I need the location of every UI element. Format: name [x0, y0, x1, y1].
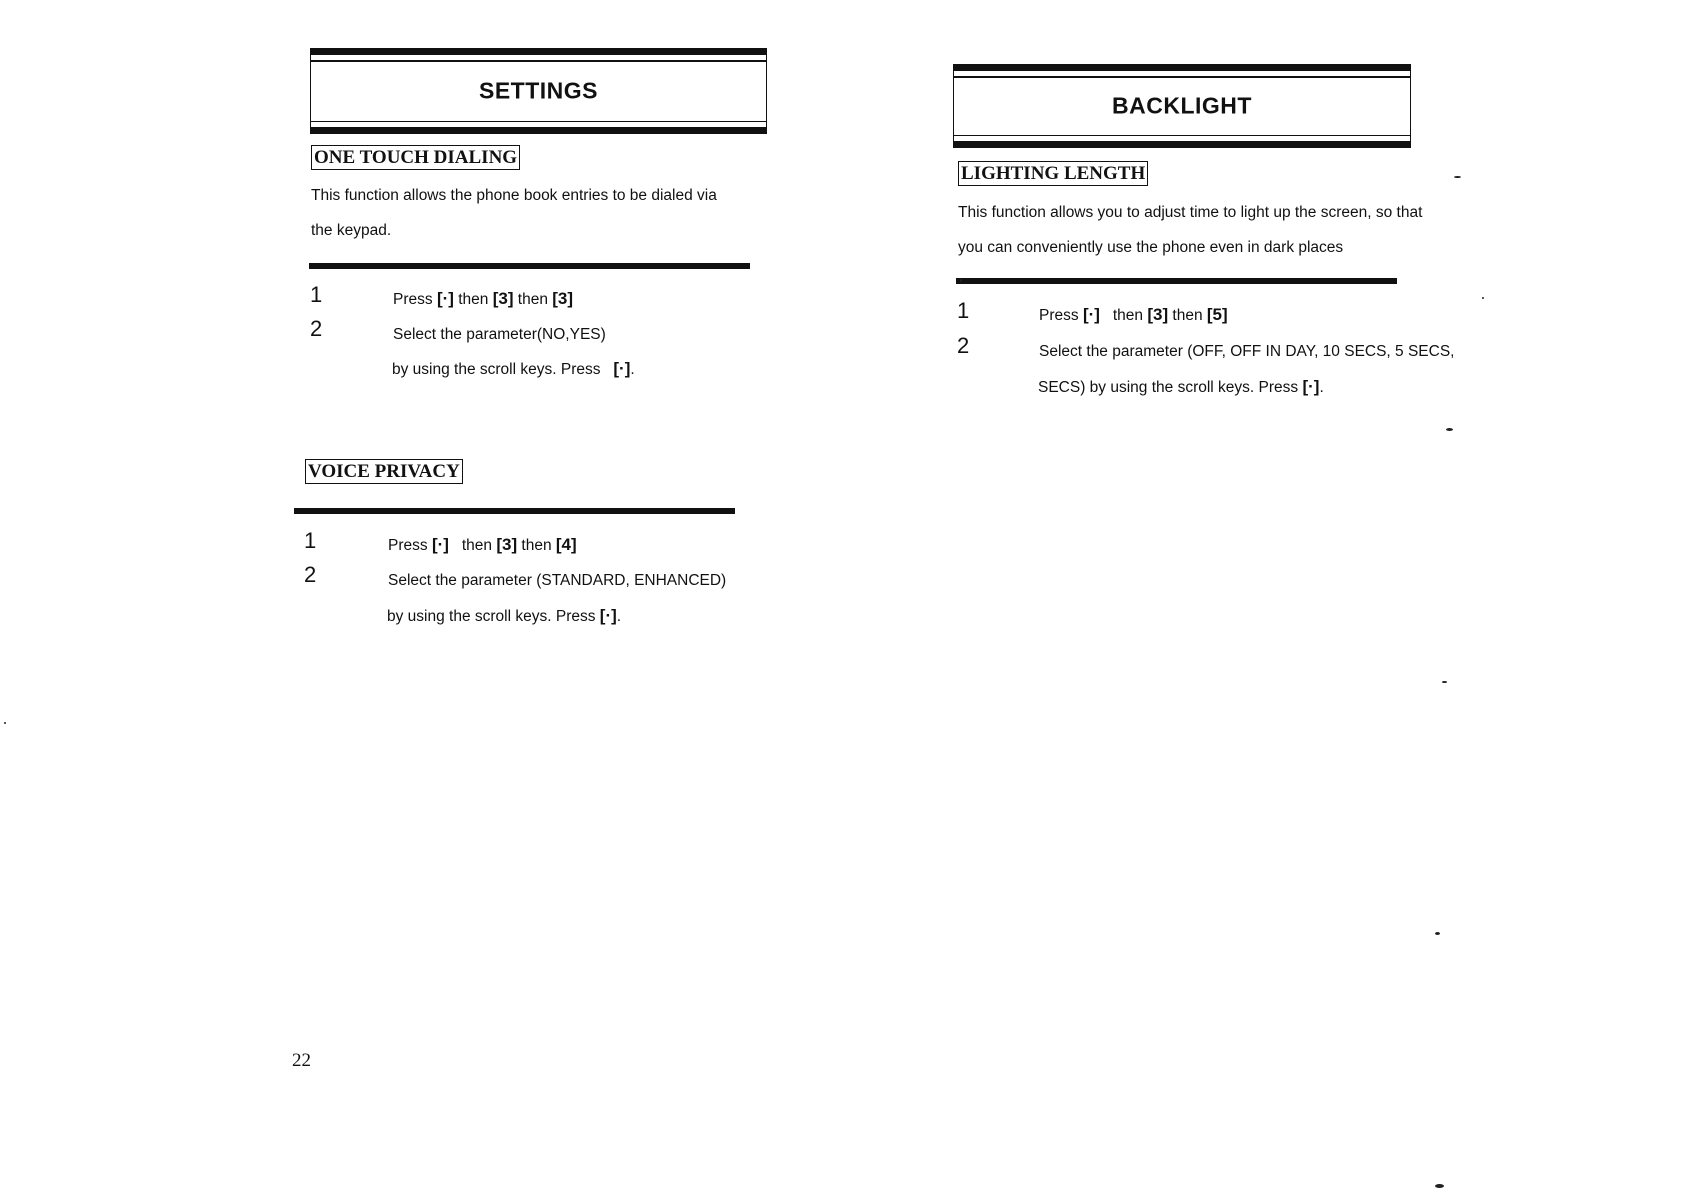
step-text: Select the parameter (STANDARD, ENHANCED): [388, 572, 727, 589]
step-text: SECS) by using the scroll keys. Press [·].: [1038, 377, 1324, 396]
section-divider: [309, 263, 750, 269]
description-line: This function allows you to adjust time to light up the screen, so that: [958, 204, 1423, 221]
step-text: Press [·] then [3] then [4]: [388, 535, 577, 554]
section-divider: [294, 508, 735, 514]
key-4: [4]: [555, 535, 577, 554]
page-title: SETTINGS: [478, 77, 598, 104]
select-key: [·]: [613, 359, 631, 378]
step-number: 2: [304, 562, 317, 587]
key-3: [3]: [492, 289, 514, 308]
scan-speck: [1482, 297, 1484, 299]
section-label-voice-privacy: VOICE PRIVACY: [305, 459, 463, 484]
scan-speck: [960, 279, 962, 282]
scan-speck: [1454, 176, 1461, 178]
step-number: 2: [957, 333, 970, 358]
description-line: you can conveniently use the phone even in dark places: [958, 239, 1344, 256]
section-divider: [956, 278, 1397, 284]
settings-title-box: [310, 48, 767, 134]
scan-speck: [1442, 681, 1447, 683]
page-number: 22: [292, 1050, 311, 1071]
key-5: [5]: [1206, 305, 1228, 324]
step-text: by using the scroll keys. Press [·].: [387, 606, 622, 625]
description-line: This function allows the phone book entries to be dialed via: [311, 187, 717, 204]
select-key: [·]: [1082, 305, 1100, 324]
scan-speck: [4, 722, 6, 724]
section-label-one-touch-dialing: ONE TOUCH DIALING: [311, 145, 520, 170]
select-key: [·]: [599, 606, 617, 625]
select-key: [·]: [1302, 377, 1320, 396]
step-number: 1: [310, 282, 323, 307]
key-3: [3]: [1147, 305, 1169, 324]
section-label-lighting-length: LIGHTING LENGTH: [958, 161, 1148, 186]
scan-speck: [1435, 1184, 1444, 1188]
select-key: [·]: [436, 289, 454, 308]
description-line: the keypad.: [311, 222, 392, 239]
one-touch-dialing-description: [311, 178, 781, 248]
step-text: Press [·] then [3] then [3]: [393, 289, 574, 308]
step-text: Press [·] then [3] then [5]: [1039, 305, 1228, 324]
step-number: 2: [310, 316, 323, 341]
scan-speck: [1446, 428, 1453, 431]
step-number: 1: [957, 298, 970, 323]
right-page: [841, 0, 1682, 1190]
select-key: [·]: [431, 535, 449, 554]
step-number: 1: [304, 528, 317, 553]
page-title: BACKLIGHT: [1112, 92, 1252, 119]
step-text: Select the parameter(NO,YES): [393, 326, 606, 343]
step-text: by using the scroll keys. Press [·].: [392, 359, 635, 378]
key-3: [3]: [496, 535, 518, 554]
key-3: [3]: [552, 289, 574, 308]
backlight-title-box: [953, 64, 1411, 148]
lighting-length-description: [958, 195, 1458, 265]
scan-speck: [1435, 932, 1440, 935]
step-text: Select the parameter (OFF, OFF IN DAY, 10 SECS, 5 SECS,: [1039, 343, 1455, 360]
